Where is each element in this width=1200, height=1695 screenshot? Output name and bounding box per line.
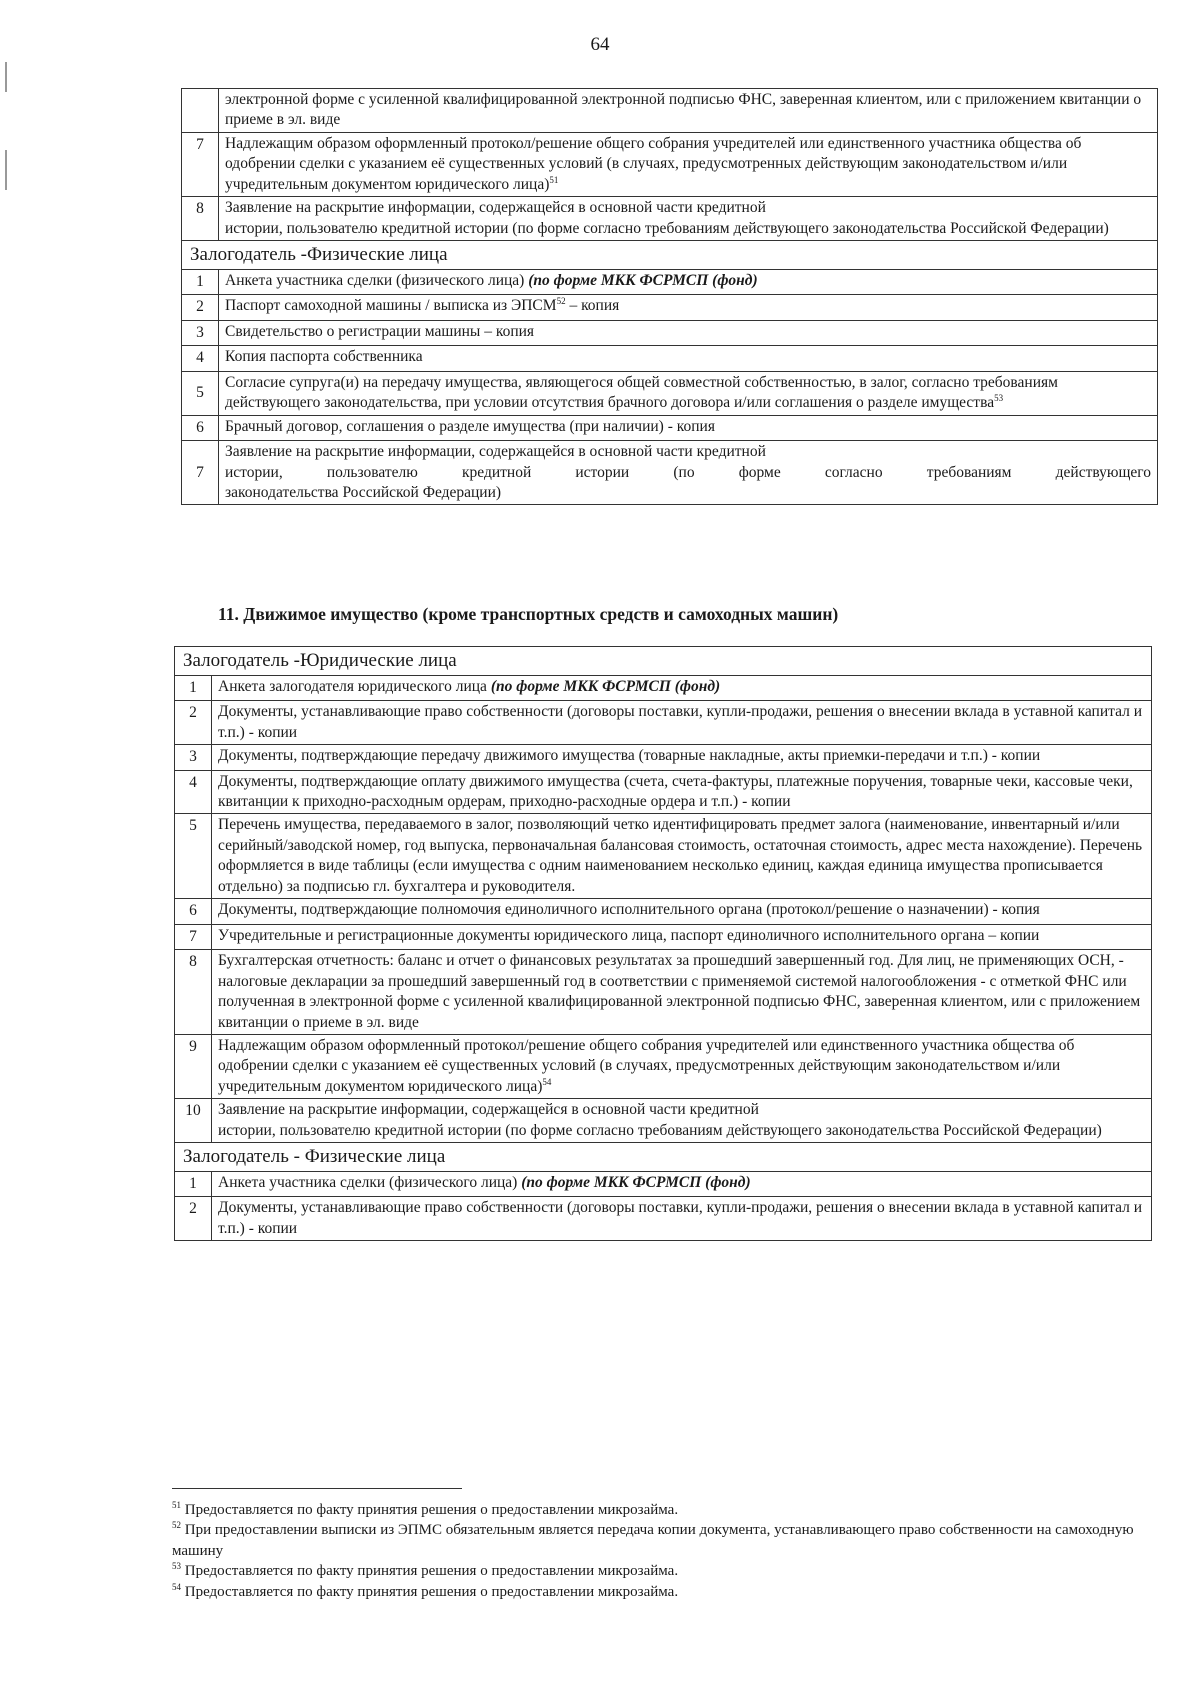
form-reference: (по форме МКК ФСРМСП (фонд) — [528, 271, 758, 289]
table-row — [175, 675, 1152, 700]
table-row — [182, 89, 1158, 133]
table-row — [175, 1172, 1152, 1197]
row-number: 1 — [175, 1172, 212, 1197]
table-row — [175, 701, 1152, 745]
row-text-line: Заявление на раскрытие информации, содержащейся в основной части кредитной — [225, 199, 766, 217]
row-text — [212, 950, 1152, 1035]
table-row — [182, 415, 1158, 440]
row-text-body: Надлежащим образом оформленный протокол/решение общего собрания учредителей или единственного участника общества об одобрении сделки с указанием её существенных условий (в случаях, предусмотренных действующим законодательством и/или учредительным документом юридического лица) — [225, 134, 1082, 193]
row-text — [219, 197, 1158, 241]
footnote — [172, 1582, 1162, 1602]
footnote-number: 51 — [172, 1500, 181, 1510]
row-number: 5 — [182, 371, 219, 415]
table-row — [182, 346, 1158, 371]
row-text-body: Надлежащим образом оформленный протокол/решение общего собрания учредителей или единственного участника общества об одобрении сделки с указанием её существенных условий (в случаях, предусмотренных действующим законодательством и/или учредительным документом юридического лица) — [218, 1037, 1075, 1095]
row-number — [182, 89, 219, 133]
row-text-body: Паспорт самоходной машины / выписка из ЭПСМ — [225, 297, 557, 315]
row-text-body: Перечень имущества, передаваемого в залог, позволяющий четко идентифицировать предмет залога (наименование, инвентарный и/или серийный/заводской номер, год выпуска, первоначальная балансовая стоимость, остаточная стоимость, адрес места нахождение). Перечень оформляется в виде таблицы (если имущества с одним наименованием несколько единиц, каждая единица имущества прописывается отдельно) за подписью гл. бухгалтера и руководителя. — [218, 816, 1143, 895]
row-text — [219, 371, 1158, 415]
row-text — [212, 675, 1152, 700]
row-text — [212, 1035, 1152, 1099]
row-number: 4 — [182, 346, 219, 371]
footnote-text: Предоставляется по факту принятия решения о предоставлении микрозайма. — [181, 1583, 679, 1600]
row-text-body: Документы, устанавливающие право собственности (договоры поставки, купли-продажи, решения о внесении вклада в уставной капитал и т.п.) - копии — [218, 703, 1143, 741]
row-text-body: Документы, подтверждающие передачу движимого имущества (товарные накладные, акты приемки-передачи и т.п.) - копии — [218, 747, 1041, 765]
collateral-documents-table-self-propelled — [181, 88, 1158, 505]
row-number: 2 — [182, 295, 219, 320]
row-number: 2 — [175, 1197, 212, 1241]
footnote-number: 54 — [172, 1581, 181, 1592]
footnote — [172, 1520, 1162, 1561]
scan-margin-mark — [5, 62, 7, 92]
row-text-body: Документы, устанавливающие право собственности (договоры поставки, купли-продажи, решения о внесении вклада в уставной капитал и т.п.) - копии — [218, 1199, 1143, 1237]
footnote-number: 53 — [172, 1561, 181, 1572]
row-text-line: Заявление на раскрытие информации, содержащейся в основной части кредитной — [218, 1101, 759, 1119]
row-number: 5 — [175, 814, 212, 899]
footnote-ref: 51 — [549, 174, 559, 185]
footnote-separator — [172, 1488, 462, 1489]
footnote — [172, 1500, 1162, 1520]
table-row — [175, 814, 1152, 899]
footnote-ref: 52 — [556, 296, 566, 307]
row-number: 3 — [182, 320, 219, 345]
row-text — [219, 295, 1158, 320]
table-row — [182, 320, 1158, 345]
footnotes — [172, 1500, 1162, 1602]
table-row — [175, 1099, 1152, 1143]
footnote-number: 52 — [172, 1520, 181, 1531]
row-number: 7 — [175, 924, 212, 949]
row-text-body: Анкета участника сделки (физического лица) — [218, 1174, 518, 1192]
row-number: 1 — [182, 269, 219, 294]
row-number: 6 — [175, 899, 212, 924]
row-text — [212, 814, 1152, 899]
table-row — [175, 950, 1152, 1035]
row-text-body: Документы, подтверждающие оплату движимого имущества (счета, счета-фактуры, платежные поручения, товарные чеки, кассовые чеки, квитанции к приходно-расходным ордерам, приходно-расходные ордера и т.п.) - копии — [218, 772, 1133, 811]
table-row — [175, 770, 1152, 814]
table-row — [182, 371, 1158, 415]
row-text: Брачный договор, соглашения о разделе имущества (при наличии) - копия — [219, 415, 1158, 440]
table-row — [175, 745, 1152, 770]
row-text — [212, 701, 1152, 745]
scan-margin-mark — [5, 150, 7, 190]
row-text: электронной форме с усиленной квалифицированной электронной подписью ФНС, заверенная клиентом, или с приложением квитанции о приеме в эл. виде — [219, 89, 1158, 133]
table-row — [175, 1035, 1152, 1099]
section-11-heading: 11. Движимое имущество (кроме транспортных средств и самоходных машин) — [218, 604, 839, 624]
row-number: 4 — [175, 770, 212, 814]
row-text-body: Документы, подтверждающие полномочия единоличного исполнительного органа (протокол/решение о назначении) - копия — [218, 901, 1040, 919]
table-row — [182, 269, 1158, 294]
section-header-row — [182, 241, 1158, 270]
section-header-row — [175, 647, 1152, 676]
row-number: 9 — [175, 1035, 212, 1099]
row-text — [212, 1197, 1152, 1241]
pledger-individuals-header: Залогодатель - Физические лица — [175, 1143, 1152, 1172]
row-text — [219, 132, 1158, 196]
footnote-ref: 53 — [994, 393, 1004, 404]
row-text — [212, 1172, 1152, 1197]
page-number: 64 — [590, 34, 610, 55]
row-text — [212, 745, 1152, 770]
row-text-body: Бухгалтерская отчетность: баланс и отчет о финансовых результатах за прошедший завершенный год. Для лиц, не применяющих ОСН, - налоговые декларации за прошедший завершенный год в соответствии с применяемой системой налогообложения - с отметкой ФНС или полученная в электронной форме с усиленной квалифицированной электронной подписью ФНС, заверенная клиентом, или с приложением квитанции о приеме в эл. виде — [218, 952, 1141, 1031]
form-reference: (по форме МКК ФСРМСП (фонд) — [490, 677, 721, 695]
footnote-ref: 54 — [542, 1076, 552, 1087]
pledger-legal-entities-header: Залогодатель -Юридические лица — [175, 647, 1152, 676]
row-text — [212, 1099, 1152, 1143]
row-text: Копия паспорта собственника — [219, 346, 1158, 371]
row-text-body: Учредительные и регистрационные документы юридического лица, паспорт единоличного исполнительного органа – копии — [218, 926, 1040, 944]
row-text — [212, 924, 1152, 949]
row-text — [219, 269, 1158, 294]
footnote-text: Предоставляется по факту принятия решения о предоставлении микрозайма. — [181, 1502, 679, 1518]
row-text-body: Анкета участника сделки (физического лица) — [225, 271, 525, 289]
row-number: 2 — [175, 701, 212, 745]
row-text-line: истории, пользователю кредитной истории (по форме согласно требованиям действующего законодательства Российской Федерации) — [225, 219, 1109, 237]
table-row — [182, 295, 1158, 320]
row-text-body: – копия — [565, 297, 620, 315]
table-row — [182, 441, 1158, 505]
row-number: 8 — [175, 950, 212, 1035]
pledger-individuals-header: Залогодатель -Физические лица — [182, 241, 1158, 270]
row-text — [219, 441, 1158, 505]
row-number: 7 — [182, 132, 219, 196]
row-text — [212, 899, 1152, 924]
row-number: 3 — [175, 745, 212, 770]
footnote-text: Предоставляется по факту принятия решения о предоставлении микрозайма. — [181, 1563, 679, 1580]
row-text: Свидетельство о регистрации машины – копия — [219, 320, 1158, 345]
table-row — [175, 924, 1152, 949]
row-number: 10 — [175, 1099, 212, 1143]
row-text — [212, 770, 1152, 814]
footnote — [172, 1561, 1162, 1581]
row-text-line: законодательства Российской Федерации) — [225, 484, 502, 501]
form-reference: (по форме МКК ФСРМСП (фонд) — [521, 1174, 751, 1192]
collateral-documents-table-movable-property — [174, 646, 1152, 1241]
row-number: 6 — [182, 415, 219, 440]
row-number: 7 — [182, 441, 219, 505]
row-text-line: истории, пользователю кредитной истории (по форме согласно требованиям действующего законодательства Российской Федерации) — [218, 1121, 1102, 1139]
table-row — [175, 1197, 1152, 1241]
row-text-body: Анкета залогодателя юридического лица — [218, 677, 487, 695]
row-text-line: Заявление на раскрытие информации, содержащейся в основной части кредитной — [225, 443, 766, 461]
table-row — [182, 197, 1158, 241]
footnote-text: При предоставлении выписки из ЭПМС обязательным является передача копии документа, устанавливающего право собственности на самоходную машину — [172, 1522, 1134, 1559]
row-text-body: Согласие супруга(и) на передачу имущества, являющегося общей совместной собственностью, в залог, согласно требованиям действующего законодательства, при условии отсутствия брачного договора и/или соглашения о разделе имущества — [225, 373, 1058, 412]
section-header-row — [175, 1143, 1152, 1172]
table-row — [182, 132, 1158, 196]
row-number: 1 — [175, 675, 212, 700]
row-number: 8 — [182, 197, 219, 241]
table-row — [175, 899, 1152, 924]
row-text-line: истории, пользователю кредитной истории (по форме согласно требованиям действующего — [225, 463, 1151, 481]
